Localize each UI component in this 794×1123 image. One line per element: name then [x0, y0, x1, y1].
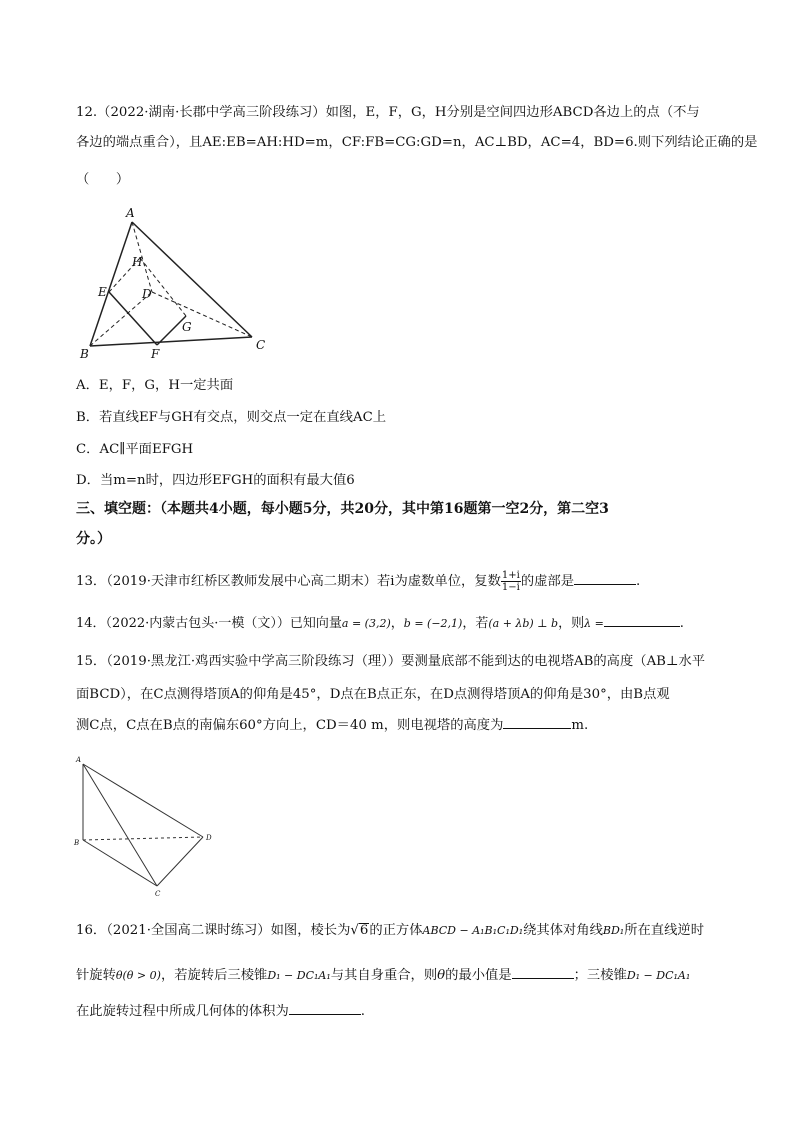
q16-end: .: [360, 1004, 365, 1019]
q12-option-b: B．若直线EF与GH有交点，则交点一定在直线AC上: [76, 410, 387, 425]
q14-sep: ，: [390, 616, 404, 631]
sqrt-icon: √: [350, 923, 359, 938]
label-a: A: [126, 206, 135, 220]
q14-vector-b: b = (−2,1): [403, 617, 463, 630]
q15-answer-blank[interactable]: [503, 716, 571, 729]
label-h: H: [132, 255, 143, 269]
q13-text-after: 的虚部是: [520, 574, 575, 589]
label-c: C: [256, 338, 266, 352]
q12-option-d: D．当m=n时，四边形EFGH的面积有最大值6: [76, 473, 355, 488]
edge-bc: [90, 337, 252, 346]
q16-pyramid: D₁ − DC₁A₁: [267, 969, 331, 982]
q14-lambda: λ =: [584, 617, 604, 630]
label-d: D: [206, 834, 212, 842]
q14-answer-blank[interactable]: [604, 614, 680, 627]
q16-text3: 绕其体对角线: [523, 923, 603, 938]
line-bc: [83, 840, 157, 886]
q14-text1: 14．（2022·内蒙古包头·一模（文））已知向量: [76, 616, 342, 631]
q13-frac-numerator: 1+i: [501, 570, 520, 581]
q14-condition: (a + λb) ⊥ b: [488, 617, 559, 630]
q16-cube: ABCD − A₁B₁C₁D₁: [422, 924, 524, 937]
edge-ac: [132, 222, 252, 337]
q14-vector-a: a = (3,2): [341, 617, 391, 630]
label-d: D: [142, 287, 152, 301]
q13-frac-denominator: 1−i: [501, 582, 520, 593]
label-a: A: [76, 756, 82, 764]
line-ad: [83, 764, 203, 837]
q12-line2: 各边的端点重合），且AE:EB=AH:HD=m，CF:FB=CG:GD=n，AC⊥BD，AC=4，BD=6.则下列结论正确的是: [76, 135, 758, 150]
section-heading-line1: 三、填空题：（本题共4小题，每小题5分，共20分，其中第16题第一空2分，第二空3: [76, 501, 609, 517]
q16-text9: ；三棱锥: [573, 968, 627, 983]
q15-line3: [76, 716, 588, 735]
line-bd: [83, 837, 203, 840]
q15-tower-figure: [70, 752, 220, 902]
q12-tetrahedron-figure: [78, 206, 278, 362]
q16-text4: 所在直线逆时: [624, 923, 704, 938]
q16-text5: 针旋转: [76, 968, 116, 983]
q14-line: [76, 614, 684, 633]
label-e: E: [98, 285, 107, 299]
label-c: C: [155, 890, 161, 898]
label-b: B: [74, 839, 80, 847]
q16-text6: ，若旋转后三棱锥: [160, 968, 268, 983]
q14-text2: ，若: [462, 616, 489, 631]
q16-line3: [76, 1002, 365, 1021]
q16-line2: [76, 966, 690, 985]
q12-line3: （ ）: [76, 172, 130, 187]
q12-line1: 12.（2022·湖南·长郡中学高三阶段练习）如图，E，F，G，H分别是空间四边形ABCD各边上的点（不与: [76, 105, 700, 120]
q13-line: [76, 570, 640, 593]
label-f: F: [151, 347, 160, 361]
section-heading-line2: 分。）: [76, 531, 111, 547]
q16-text2: 的正方体: [369, 923, 423, 938]
q16-sqrt-value: 6: [359, 923, 369, 938]
q16-text7: 与其自身重合，则: [330, 968, 438, 983]
q16-theta2: θ: [437, 968, 446, 983]
q14-end: .: [679, 616, 684, 631]
q16-diagonal: BD₁: [602, 924, 625, 937]
q15-line2: 面BCD），在C点测得塔顶A的仰角是45°，D点在B点正东，在D点测得塔顶A的仰角是30°，由B点观: [76, 687, 670, 702]
q13-answer-blank[interactable]: [574, 572, 636, 585]
q16-theta: θ(θ > 0): [115, 969, 161, 982]
q16-text1: 16．（2021·全国高二课时练习）如图，棱长为: [76, 923, 351, 938]
line-ac: [83, 764, 157, 886]
q15-unit: m.: [571, 718, 589, 733]
q13-fraction: [501, 570, 521, 593]
q13-text: 13．（2019·天津市红桥区教师发展中心高二期末）若i为虚数单位，复数: [76, 574, 501, 589]
q15-text: 测C点，C点在B点的南偏东60°方向上，CD＝40 m，则电视塔的高度为: [76, 718, 504, 733]
q16-answer-blank-2[interactable]: [289, 1002, 361, 1015]
q15-line1: 15．（2019·黑龙江·鸡西实验中学高三阶段练习（理））要测量底部不能到达的电视塔AB的高度（AB⊥水平: [76, 654, 706, 669]
label-b: B: [80, 347, 89, 361]
label-g: G: [182, 320, 192, 334]
line-cd: [157, 837, 203, 886]
q16-line1: [76, 922, 704, 940]
q12-option-c: C．AC∥平面EFGH: [76, 442, 194, 457]
q16-text8: 的最小值是: [445, 968, 512, 983]
q16-pyramid-2: D₁ − DC₁A₁: [626, 969, 691, 982]
q16-text10: 在此旋转过程中所成几何体的体积为: [76, 1004, 289, 1019]
q14-text3: ，则: [558, 616, 585, 631]
q16-answer-blank-1[interactable]: [512, 966, 574, 979]
q12-option-a: A．E，F，G，H一定共面: [76, 378, 234, 393]
edge-cd: [152, 292, 252, 337]
q13-end: .: [636, 574, 641, 589]
